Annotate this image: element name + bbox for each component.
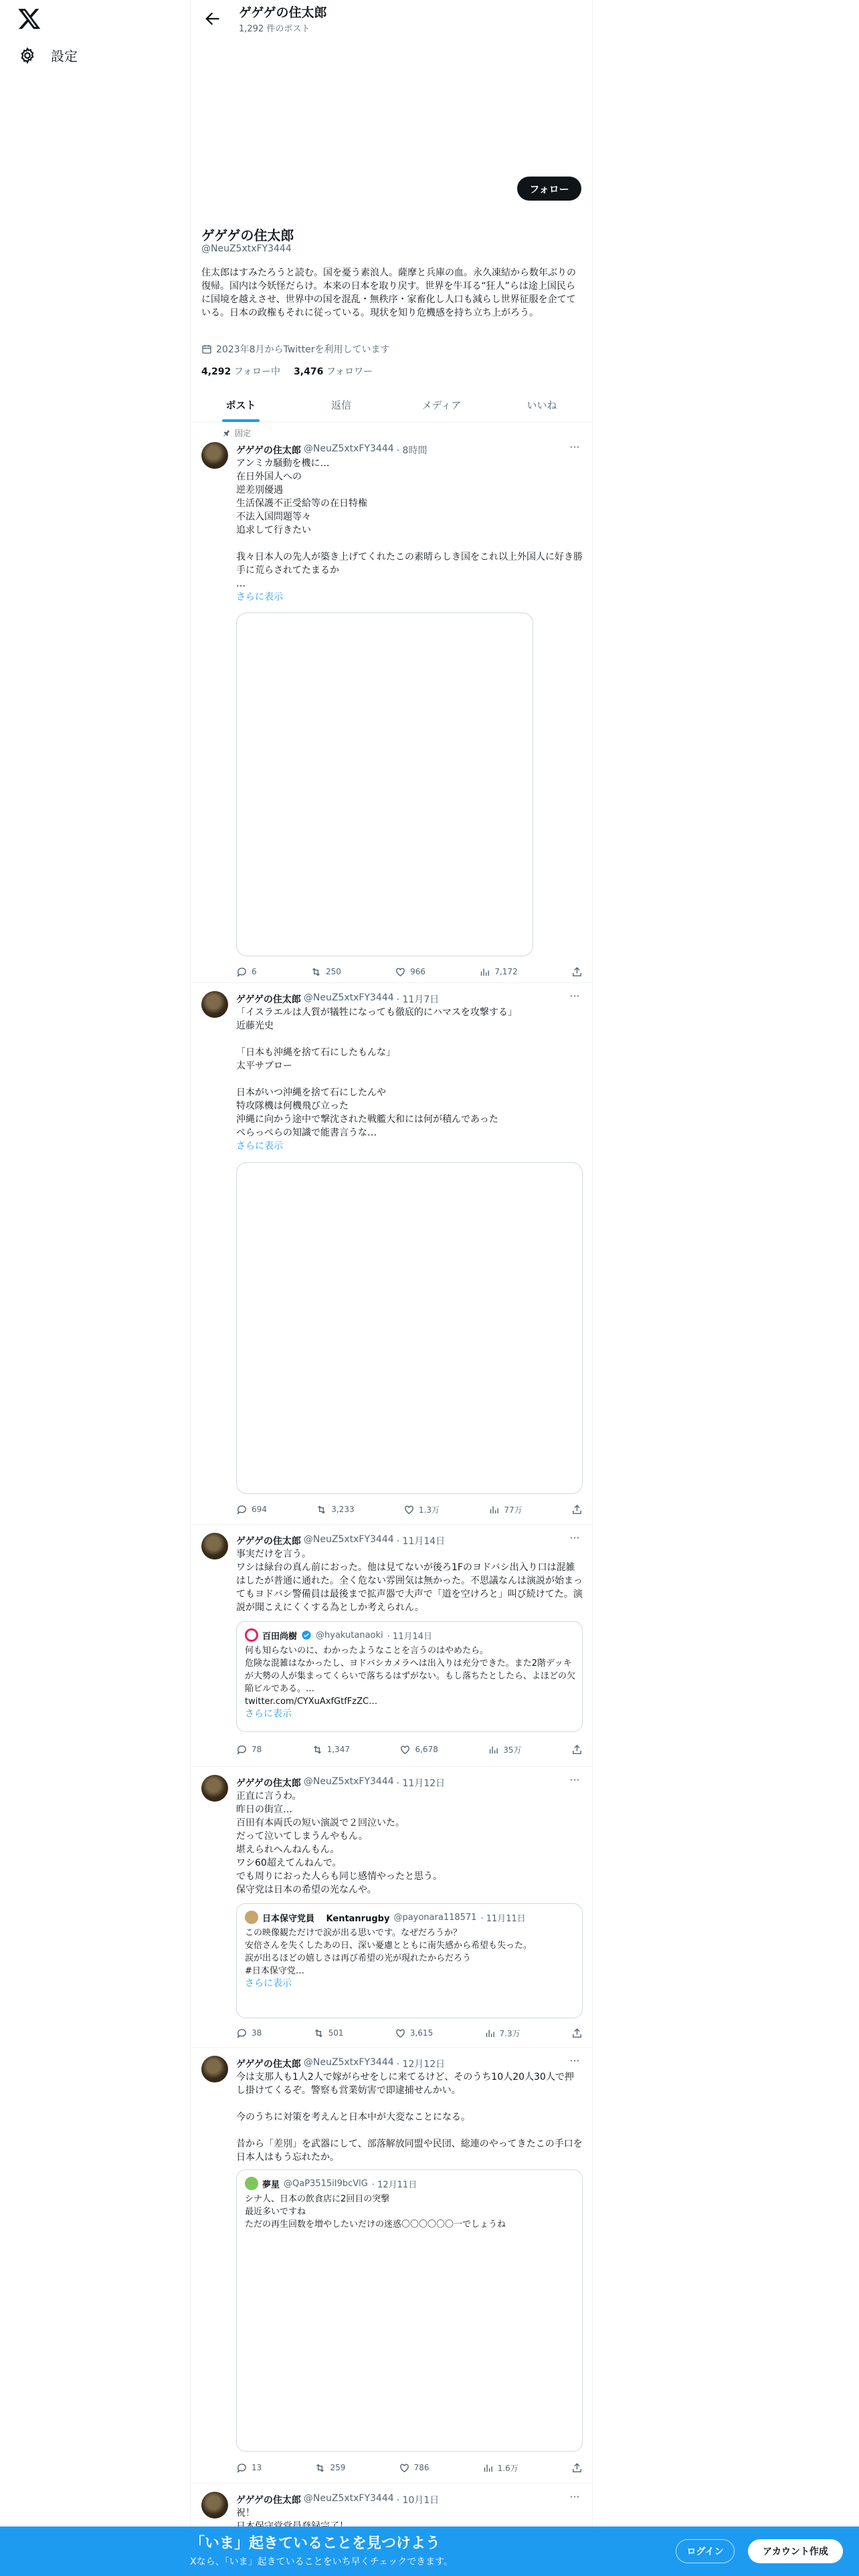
quote-author-handle: @hyakutanaoki — [316, 1630, 383, 1640]
profile-stats — [201, 364, 373, 378]
reply-icon — [236, 2462, 248, 2474]
quoted-tweet[interactable] — [236, 1621, 583, 1732]
tweet-line: でも周りにおった人らも同じ感情やったと思う。 — [236, 1871, 442, 1882]
signup-banner-title: 「いま」起きていることを見つけよう — [190, 2535, 441, 2552]
tweet-actions — [236, 965, 583, 978]
quote-author-name: 百田尚樹 — [262, 1631, 298, 1642]
like-count: 3,615 — [409, 2028, 434, 2038]
tweet-line: 今のうちに対策を考えんと日本中が大変なことになる。 — [236, 2112, 470, 2123]
reply-count: 38 — [252, 2028, 262, 2038]
show-more-link[interactable]: さらに表示 — [245, 1709, 292, 1719]
repost-icon — [313, 2028, 324, 2039]
repost-icon — [316, 1504, 327, 1515]
tweet[interactable] — [191, 983, 592, 1525]
tweet-line: 正直に言うわ。 — [236, 1791, 302, 1802]
bar-chart-icon — [479, 966, 490, 978]
heart-icon — [399, 1744, 411, 1755]
left-nav — [0, 0, 190, 2576]
heart-icon — [395, 966, 406, 978]
profile-joined-text: 2023年8月からTwitterを利用しています — [216, 344, 390, 355]
quote-author-handle: @payonara118571 — [393, 1912, 477, 1923]
show-more-link[interactable]: さらに表示 — [245, 1978, 292, 1989]
avatar[interactable] — [201, 991, 228, 1018]
tweet-line: 在日外国人への — [236, 471, 302, 482]
tweet-line: 日本がいつ沖縄を捨て石にしたんや — [236, 1087, 386, 1098]
followers-label: フォロワー — [326, 366, 373, 377]
tweet[interactable] — [191, 2048, 592, 2484]
avatar[interactable] — [201, 2056, 228, 2082]
quote-line: 何も知らないのに、わかったようなことを言うのはやめたら。 — [245, 1646, 489, 1656]
reply-icon — [236, 2028, 248, 2039]
tweet-date[interactable]: · 11月14日 — [396, 1536, 446, 1547]
repost-count: 259 — [330, 2463, 346, 2472]
repost-icon — [312, 1744, 323, 1755]
repost-button[interactable] — [313, 2026, 344, 2040]
quote-line: ただの再生回数を増やしたいだけの迷惑〇〇〇〇〇〇一でしょうね — [245, 2220, 506, 2230]
repost-count: 1,347 — [326, 1745, 351, 1754]
tweet-header — [236, 2493, 439, 2506]
profile-column — [190, 0, 593, 2576]
views-button[interactable] — [488, 1743, 521, 1756]
more-icon[interactable]: ··· — [569, 441, 580, 453]
like-count: 1.3万 — [418, 1505, 440, 1515]
quote-line: 涙が出るほどの嬉しさは再び希望の光が現れたからだろう — [245, 1953, 472, 1963]
view-count: 77万 — [504, 1505, 522, 1515]
views-button[interactable] — [488, 1503, 522, 1516]
view-count: 1.6万 — [497, 2463, 518, 2473]
quote-line: #日本保守党… — [245, 1966, 304, 1976]
tab-posts[interactable]: ポスト — [191, 388, 291, 422]
more-icon[interactable]: ··· — [569, 1531, 580, 1544]
tweet-line — [236, 1033, 583, 1046]
tweet-author-handle[interactable]: @NeuZ5xtxFY3444 — [303, 992, 394, 1003]
tweet-line: 逆差別優遇 — [236, 485, 283, 496]
follow-button[interactable]: フォロー — [517, 177, 581, 201]
tweet-header — [236, 1776, 445, 1790]
avatar[interactable] — [201, 1533, 228, 1560]
tweet-line: 我々日本人の先人が築き上げてくれたこの素晴らしき国をこれ以上外国人に好き勝手に荒らされてたまるか — [236, 552, 583, 576]
reply-count: 78 — [252, 1745, 262, 1754]
bar-chart-icon — [484, 2028, 496, 2039]
reply-button[interactable] — [236, 1503, 267, 1516]
repost-button[interactable] — [312, 1743, 350, 1756]
header-title: ゲゲゲの住太郎 — [239, 5, 327, 20]
profile-joined — [201, 342, 389, 356]
reply-count: 694 — [252, 1505, 267, 1514]
quoted-tweet[interactable] — [236, 1903, 583, 2018]
tweet-line: 沖縄に向かう途中で撃沈された戦艦大和には何が積んであった — [236, 1114, 498, 1125]
tweet-author-handle[interactable]: @NeuZ5xtxFY3444 — [303, 2493, 394, 2504]
tweet-line: 祝！ — [236, 2508, 255, 2518]
reply-icon — [236, 966, 248, 978]
quote-date: · 11月11日 — [480, 1913, 526, 1924]
tweet-line — [236, 2097, 583, 2111]
tweet-author-handle[interactable]: @NeuZ5xtxFY3444 — [303, 1534, 394, 1545]
tweet-line: 太平サブロー — [236, 1061, 292, 1071]
gear-icon — [19, 47, 36, 64]
tweet-line: 特攻隊機は何機飛び立った — [236, 1101, 349, 1111]
tweet-line: 今は支那人も1人2人で嫁がらせをしに来てるけど、そのうち10人20人30人で押し掛けてくるぞ。警察も営業妨害で即逮捕せんかい。 — [236, 2072, 574, 2096]
tweet-text — [236, 1006, 583, 1153]
tweet-author-name[interactable]: ゲゲゲの住太郎 — [236, 2495, 301, 2506]
more-icon[interactable]: ··· — [569, 2054, 580, 2067]
quote-line: 最近多いですね — [245, 2207, 306, 2217]
tweet-header — [236, 2057, 445, 2070]
pinned-label — [221, 427, 251, 439]
bar-chart-icon — [482, 2462, 494, 2474]
tweet-text — [236, 2070, 583, 2164]
profile-tabs — [191, 388, 592, 423]
quote-text — [245, 1927, 575, 1990]
tweet-actions — [236, 2026, 583, 2040]
show-more-link[interactable]: さらに表示 — [236, 592, 283, 603]
tab-likes[interactable]: いいね — [527, 399, 557, 411]
tweet-line: 近藤光史 — [236, 1021, 274, 1031]
like-button[interactable] — [403, 1503, 440, 1516]
quote-date: · 12月11日 — [371, 2179, 417, 2190]
views-button[interactable] — [482, 2461, 518, 2474]
like-button[interactable] — [395, 2026, 433, 2040]
tweet-actions — [236, 1743, 583, 1756]
bar-chart-icon — [488, 1744, 499, 1755]
tweet-line: 昨日の街宣… — [236, 1804, 292, 1815]
tweet-line: 堪えられへんねんもん。 — [236, 1844, 340, 1855]
quote-link[interactable]: twitter.com/CYXuAxfGtfFzZC… — [245, 1697, 378, 1707]
repost-count: 250 — [325, 967, 341, 976]
like-button[interactable] — [399, 1743, 438, 1756]
more-icon[interactable]: ··· — [569, 2490, 580, 2503]
quote-date: · 11月14日 — [387, 1631, 433, 1642]
reply-button[interactable] — [236, 965, 257, 978]
tab-media[interactable]: メディア — [421, 399, 462, 411]
tweet-line — [236, 2124, 583, 2137]
tweet-line — [236, 537, 583, 550]
repost-button[interactable] — [316, 1503, 354, 1516]
reply-count: 6 — [252, 967, 257, 976]
followers-stat[interactable] — [294, 364, 373, 378]
quote-author-name: 日本保守党員 Kentanrugby — [262, 1913, 390, 1924]
quote-line: この映像観ただけで涙が出る思いです。なぜだろうか？ — [245, 1928, 462, 1938]
reply-count: 13 — [252, 2463, 262, 2472]
create-account-button[interactable]: アカウント作成 — [748, 2539, 843, 2563]
profile-header-bar — [191, 0, 592, 40]
tweet-author-handle[interactable]: @NeuZ5xtxFY3444 — [303, 443, 394, 454]
pin-icon — [221, 429, 231, 438]
like-button[interactable] — [395, 965, 425, 978]
tweet-actions — [236, 2461, 583, 2474]
share-button[interactable] — [571, 2026, 583, 2040]
tweet-author-name[interactable]: ゲゲゲの住太郎 — [236, 1536, 301, 1547]
views-button[interactable] — [484, 2026, 520, 2040]
tweet[interactable] — [191, 1767, 592, 2048]
tweet-text — [236, 1547, 583, 1614]
tweet-line — [236, 1073, 583, 1086]
quote-author-handle: @QaP3515iI9bcVlG — [284, 2178, 368, 2189]
x-logo-icon[interactable] — [17, 7, 41, 31]
repost-button[interactable] — [314, 2461, 345, 2474]
tweet-line: 不法入国問題等々 — [236, 512, 311, 522]
tweet-media[interactable] — [236, 613, 533, 956]
quote-header — [245, 2177, 417, 2190]
followers-count: 3,476 — [294, 366, 324, 377]
tweet-line: ワシ60超えてんねんで。 — [236, 1858, 342, 1868]
reply-icon — [236, 1744, 248, 1755]
share-icon — [571, 2462, 583, 2474]
reply-icon — [236, 1504, 248, 1515]
bar-chart-icon — [488, 1504, 500, 1515]
tweet-date[interactable]: · 11月12日 — [396, 1778, 446, 1789]
tweet-line: アンミカ騒動を機に… — [236, 458, 330, 469]
tweet-header — [236, 1534, 445, 1547]
profile-banner — [191, 40, 592, 174]
reply-button[interactable] — [236, 2026, 262, 2040]
heart-icon — [395, 2028, 406, 2039]
tweet-line: 昔から「差別」を武器にして、部落解放同盟や民団、総連のやってきたこの手口を日本人はもう忘れたか。 — [236, 2139, 583, 2163]
tweet-author-handle[interactable]: @NeuZ5xtxFY3444 — [303, 1776, 394, 1787]
like-count: 786 — [413, 2463, 430, 2472]
share-button[interactable] — [571, 965, 583, 978]
share-icon — [571, 966, 583, 978]
signup-banner — [0, 2527, 859, 2576]
view-count: 35万 — [503, 1745, 522, 1755]
tweet-line: … — [236, 578, 246, 589]
tweet-header — [236, 443, 427, 457]
tweet-line: 事実だけを言う。 — [236, 1549, 311, 1560]
following-label: フォロー中 — [233, 366, 281, 377]
tweet[interactable] — [191, 423, 592, 983]
quote-header — [245, 1911, 526, 1924]
tweet-date[interactable]: · 8時間 — [396, 445, 427, 456]
more-icon[interactable]: ··· — [569, 1774, 580, 1786]
verified-badge-icon — [301, 1630, 312, 1640]
avatar[interactable] — [201, 442, 228, 469]
heart-icon — [403, 1504, 415, 1515]
quote-text — [245, 2193, 575, 2231]
reply-button[interactable] — [236, 2461, 262, 2474]
views-button[interactable] — [479, 965, 517, 978]
quote-text — [245, 1644, 575, 1721]
view-count: 7.3万 — [499, 2028, 520, 2038]
tweet-line: 「イスラエルは人質が犠牲になっても徹底的にハマスを攻撃する」 — [236, 1007, 517, 1018]
share-icon — [571, 2028, 583, 2039]
tweet-media[interactable] — [236, 1162, 583, 1494]
repost-icon — [310, 966, 322, 978]
quote-avatar — [245, 1628, 258, 1642]
avatar[interactable] — [201, 1775, 228, 1802]
share-button[interactable] — [571, 1503, 583, 1516]
tweet-author-name[interactable]: ゲゲゲの住太郎 — [236, 445, 301, 456]
quote-line: 危険な混雑はなかったし、ヨドバシカメラへは出入りは充分できた。また2階デッキが大勢の人が集まってくらいで落ちるはずがない。もし落ちたとしたら、よほどの欠陥ビルである。… — [245, 1658, 576, 1694]
quote-header — [245, 1628, 432, 1642]
following-stat[interactable] — [201, 364, 280, 378]
repost-icon — [314, 2462, 326, 2474]
show-more-link[interactable]: さらに表示 — [236, 1141, 283, 1152]
tweet[interactable] — [191, 1525, 592, 1767]
tweet-line: 追求して行きたい — [236, 525, 311, 536]
tweet-line: ワシは緑台の真ん前におった。他は見てないが後ろ1Fのヨドバシ出入り口は混雑はしたが普通に通れた。全く危ない雰囲気は無かった。不思議なんは演説が始まってもヨドバシ警備員は最後まで拡声器で大声で「道を空けろと」叫び続けてた。演説が聞こえにくくする為としか考えられん。 — [236, 1562, 583, 1613]
tweet-line: 「日本も沖縄を捨て石にしたもんな」 — [236, 1047, 395, 1058]
tweet-date[interactable]: · 12月12日 — [396, 2059, 446, 2070]
quote-line: シナ人、日本の飲食店に2回目の突撃 — [245, 2194, 390, 2204]
tweet-author-name[interactable]: ゲゲゲの住太郎 — [236, 994, 301, 1005]
like-count: 966 — [410, 967, 426, 976]
avatar[interactable] — [201, 2492, 228, 2518]
tweet-line: だって泣いてしまうんやもん。 — [236, 1831, 368, 1842]
quote-avatar — [245, 2177, 258, 2190]
view-count: 7,172 — [494, 967, 518, 976]
profile-handle: @NeuZ5xtxFY3444 — [201, 243, 292, 254]
share-button[interactable] — [571, 1743, 583, 1756]
share-button[interactable] — [571, 2461, 583, 2474]
like-button[interactable] — [399, 2461, 430, 2474]
header-post-count: 1,292 件のポスト — [239, 24, 310, 34]
tweet-header — [236, 992, 439, 1006]
login-button[interactable]: ログイン — [676, 2539, 735, 2563]
tweet-text — [236, 1790, 583, 1897]
tweet-actions — [236, 1503, 583, 1516]
tweet-date[interactable]: · 11月7日 — [396, 994, 440, 1005]
quote-line: 安倍さんを失くしたあの日、深い憂慮とともに南失感から希望も失った。 — [245, 1941, 533, 1951]
tweet-author-name[interactable]: ゲゲゲの住太郎 — [236, 2059, 301, 2070]
calendar-icon — [201, 344, 212, 354]
tweet-line: 保守党は日本の希望の光なんや。 — [236, 1885, 377, 1895]
pinned-text: 固定 — [235, 429, 252, 438]
repost-count: 3,233 — [331, 1505, 355, 1514]
nav-settings[interactable] — [19, 45, 78, 65]
share-icon — [571, 1744, 583, 1755]
tweet-text — [236, 457, 583, 604]
reply-button[interactable] — [236, 1743, 262, 1756]
profile-name: ゲゲゲの住太郎 — [201, 227, 294, 243]
quote-avatar — [245, 1911, 258, 1924]
tweet-date[interactable]: · 10月1日 — [396, 2495, 440, 2506]
tweet-line: ぺらっぺらの知識で能書言うな… — [236, 1128, 377, 1138]
signup-banner-subtitle: Xなら、「いま」起きていることをいち早くチェックできます。 — [190, 2557, 454, 2567]
tweet-author-name[interactable]: ゲゲゲの住太郎 — [236, 1778, 301, 1789]
nav-settings-label: 設定 — [51, 48, 78, 64]
more-icon[interactable]: ··· — [569, 990, 580, 1002]
repost-count: 501 — [328, 2028, 344, 2038]
heart-icon — [399, 2462, 410, 2474]
tab-replies[interactable]: 返信 — [330, 399, 351, 411]
tweet-line: 生活保護不正受給等の在日特権 — [236, 498, 367, 509]
quoted-tweet[interactable] — [236, 2169, 583, 2452]
quote-author-name: 夢星 — [262, 2179, 280, 2190]
back-arrow-icon[interactable] — [203, 9, 221, 28]
like-count: 6,678 — [415, 1745, 438, 1754]
profile-bio: 住太郎はすみたろうと読む。国を憂う素浪人。薩摩と兵庫の血。永久凍結から数年ぶりの復帰。国内は今妖怪だらけ。本来の日本を取り戻す。世界を牛耳る“狂人”らは途上国民らに国境を越えさせ、世界中の国を混乱・無秩序・家畜化し人口も減らし世界征服を企てている。日本の政権もそれに従っている。現状を知り危機感を持ち立ち上がろう。 — [201, 267, 576, 318]
tweet-line: 百田有本両氏の短い演説で２回泣いた。 — [236, 1818, 405, 1828]
repost-button[interactable] — [310, 965, 341, 978]
share-icon — [571, 1504, 583, 1515]
tweet-author-handle[interactable]: @NeuZ5xtxFY3444 — [303, 2057, 394, 2068]
following-count: 4,292 — [201, 366, 231, 377]
